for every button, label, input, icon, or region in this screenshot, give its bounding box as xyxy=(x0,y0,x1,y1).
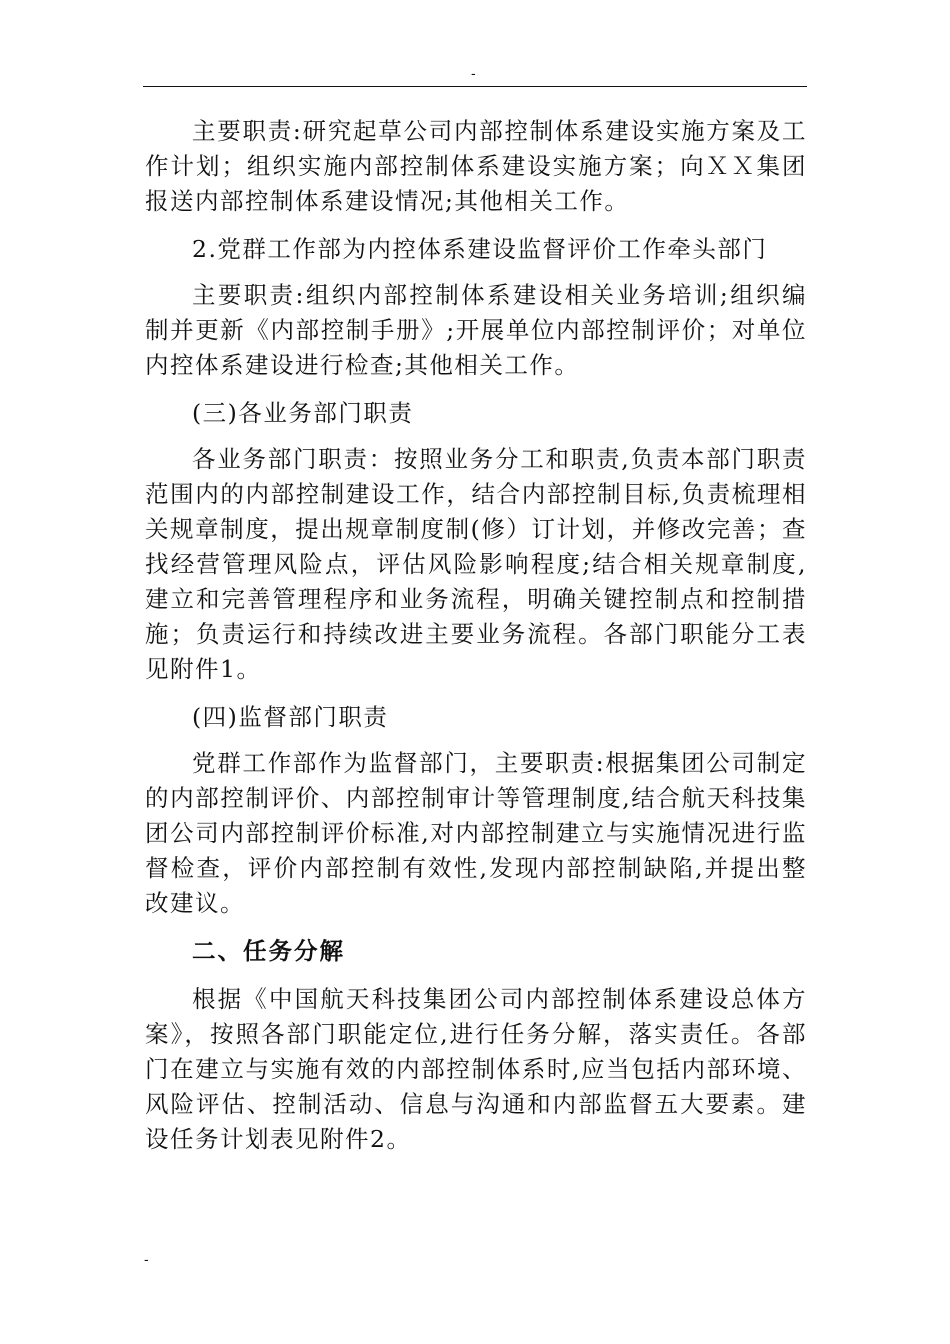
header-mark: - xyxy=(471,65,476,81)
paragraph-main-duties: 主要职责:研究起草公司内部控制体系建设实施方案及工作计划；组织实施内部控制体系建设实施方案；向ＸＸ集团报送内部控制体系建设情况;其他相关工作。 xyxy=(145,117,807,215)
paragraph-party-duties: 主要职责:组织内部控制体系建设相关业务培训;组织编制并更新《内部控制手册》;开展单位内部控制评价；对单位内控体系建设进行检查;其他相关工作。 xyxy=(145,281,807,379)
paragraph-item-2: 2.党群工作部为内控体系建设监督评价工作牵头部门 xyxy=(192,235,768,263)
document-body xyxy=(145,114,807,1170)
paragraph-supervision-duties: 党群工作部作为监督部门，主要职责:根据集团公司制定的内部控制评价、内部控制审计等管理制度,结合航天科技集团公司内部控制评价标准,对内部控制建立与实施情况进行监督检查，评价内部控制有效性,发现内部控制缺陷,并提出整改建议。 xyxy=(145,749,807,917)
footer-mark: - xyxy=(144,1251,149,1267)
subheading-supervision-departments: (四)监督部门职责 xyxy=(192,703,389,731)
section-heading: 二、任务分解 xyxy=(192,937,345,965)
subheading-business-departments: (三)各业务部门职责 xyxy=(192,399,414,427)
paragraph-business-duties: 各业务部门职责：按照业务分工和职责,负责本部门职责范围内的内部控制建设工作，结合内部控制目标,负责梳理相关规章制度，提出规章制度制(修）订计划，并修改完善；查找经营管理风险点，评估风险影响程度;结合相关规章制度,建立和完善管理程序和业务流程，明确关键控制点和控制措施；负责运行和持续改进主要业务流程。各部门职能分工表见附件1。 xyxy=(145,445,807,683)
header-rule xyxy=(143,86,807,87)
paragraph-task-breakdown: 根据《中国航天科技集团公司内部控制体系建设总体方案》，按照各部门职能定位,进行任务分解，落实责任。各部门在建立与实施有效的内部控制体系时,应当包括内部环境、风险评估、控制活动、信息与沟通和内部监督五大要素。建设任务计划表见附件2。 xyxy=(145,985,807,1153)
